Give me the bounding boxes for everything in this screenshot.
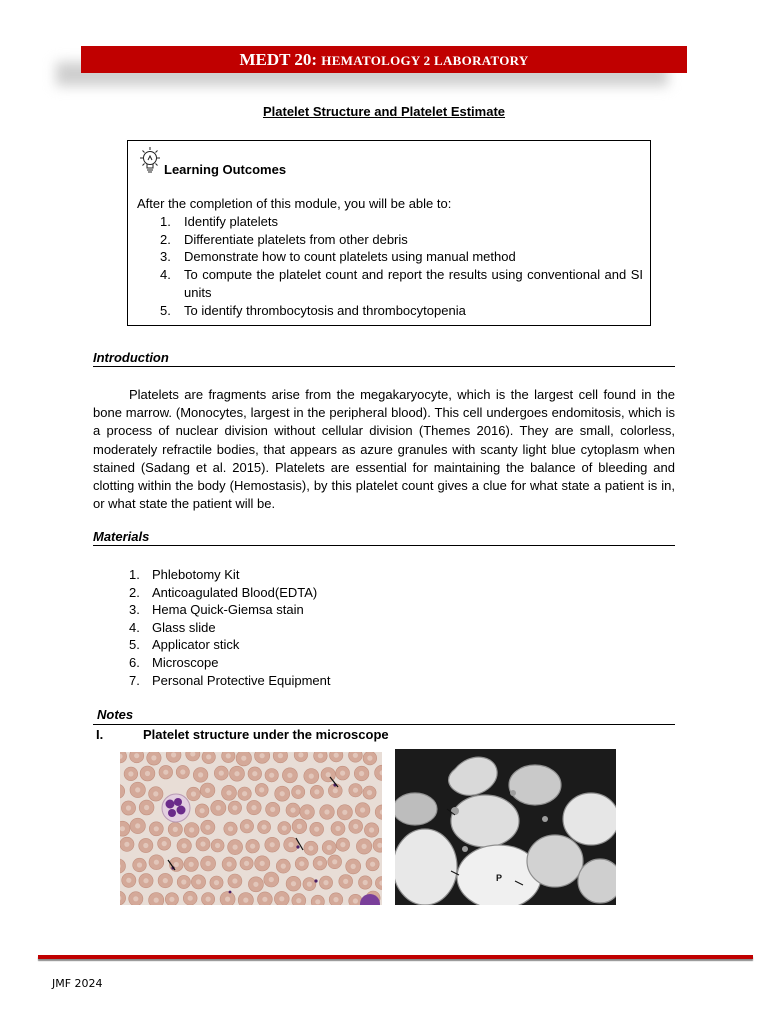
central-pallor xyxy=(200,808,205,813)
central-pallor xyxy=(270,807,275,812)
central-pallor xyxy=(128,771,133,776)
central-pallor xyxy=(163,770,168,775)
central-pallor xyxy=(288,842,293,847)
introduction-paragraph: Platelets are fragments arise from the megakaryocyte, which is the largest cell found in the bone marrow. (Monocytes, largest in the peripheral blood). This cell undergoes endomitosis, which is a process of nuclear division without cellular division (Themes 2016). They are small, colorless, moderately refractile bodies, that appears as azure granules with scanty light blue cytoplasm when stained (Sadang et al. 2015). Platelets are essential for maintaining the balance of bleeding and clotting within the body (Hemostasis), by this platelet count gives a clue for what state a patient is in, or what state the patient will be. xyxy=(93,387,675,512)
notes-heading: Notes xyxy=(97,707,134,722)
list-number: 7. xyxy=(129,672,140,688)
central-pallor xyxy=(216,805,221,810)
list-text: Phlebotomy Kit xyxy=(152,567,240,582)
central-pallor xyxy=(327,845,332,850)
introduction-heading: Introduction xyxy=(93,350,675,367)
list-item xyxy=(137,248,643,266)
section-number: I. xyxy=(96,727,104,742)
central-pallor xyxy=(259,787,264,792)
central-pallor xyxy=(333,897,338,902)
central-pallor xyxy=(299,861,304,866)
list-item xyxy=(93,654,330,672)
central-pallor xyxy=(244,861,249,866)
central-pallor xyxy=(262,897,267,902)
central-pallor xyxy=(253,882,258,887)
list-item xyxy=(93,566,330,584)
central-pallor xyxy=(353,824,358,829)
central-pallor xyxy=(307,882,312,887)
central-pallor xyxy=(135,787,140,792)
list-number: 4. xyxy=(160,267,171,283)
central-pallor xyxy=(144,805,149,810)
central-pallor xyxy=(134,753,139,758)
list-text: Microscope xyxy=(152,654,219,670)
footer-rule xyxy=(38,955,753,959)
central-pallor xyxy=(262,825,267,830)
central-pallor xyxy=(244,824,249,829)
learning-outcomes-box xyxy=(127,140,651,326)
central-pallor xyxy=(343,879,348,884)
central-pallor xyxy=(219,771,224,776)
central-pallor xyxy=(314,789,319,794)
central-pallor xyxy=(162,841,167,846)
central-pallor xyxy=(363,880,368,885)
list-item xyxy=(93,619,330,637)
section-title: Platelet structure under the microscope xyxy=(143,727,389,742)
list-number: 1. xyxy=(129,567,140,582)
central-pallor xyxy=(278,753,283,758)
central-pallor xyxy=(317,861,322,866)
central-pallor xyxy=(171,752,176,757)
central-pallor xyxy=(200,841,205,846)
central-pallor xyxy=(351,864,356,869)
sem-label: P xyxy=(496,873,503,883)
central-pallor xyxy=(252,771,257,776)
central-pallor xyxy=(297,824,302,829)
list-text: Applicator stick xyxy=(152,637,240,653)
central-pallor xyxy=(215,843,220,848)
central-pallor xyxy=(287,773,292,778)
central-pallor xyxy=(291,881,296,886)
central-pallor xyxy=(260,753,265,758)
central-pallor xyxy=(314,827,319,832)
list-number: 1. xyxy=(160,214,171,229)
lightbulb-icon xyxy=(137,146,163,176)
list-number: 3. xyxy=(160,249,171,265)
central-pallor xyxy=(309,774,314,779)
central-pallor xyxy=(182,843,187,848)
central-pallor xyxy=(206,897,211,902)
central-pallor xyxy=(143,878,148,883)
learning-outcomes-intro: After the completion of this module, you will be able to: xyxy=(137,196,452,211)
central-pallor xyxy=(333,788,338,793)
central-pallor xyxy=(370,862,375,867)
central-pallor xyxy=(290,808,295,813)
central-pallor xyxy=(269,773,274,778)
central-pallor xyxy=(250,844,255,849)
central-pallor xyxy=(143,843,148,848)
list-text: Differentiate platelets from other debris xyxy=(184,231,408,247)
list-number: 4. xyxy=(129,619,140,635)
central-pallor xyxy=(281,864,286,869)
central-pallor xyxy=(282,826,287,831)
central-pallor xyxy=(243,898,248,903)
central-pallor xyxy=(353,898,358,903)
document-title: Platelet Structure and Platelet Estimate xyxy=(262,104,506,119)
central-pallor xyxy=(126,878,131,883)
list-number: 3. xyxy=(129,602,140,618)
central-pallor xyxy=(154,860,159,865)
materials-heading: Materials xyxy=(93,529,675,546)
central-pallor xyxy=(198,772,203,777)
central-pallor xyxy=(353,788,358,793)
central-pallor xyxy=(173,827,178,832)
list-item xyxy=(93,601,330,619)
list-text: Hema Quick-Giemsa stain xyxy=(152,602,304,618)
list-item xyxy=(93,672,330,690)
central-pallor xyxy=(308,846,313,851)
central-pallor xyxy=(234,771,239,776)
central-pallor xyxy=(335,826,340,831)
central-pallor xyxy=(188,896,193,901)
central-pallor xyxy=(359,771,364,776)
list-text: Personal Protective Equipment xyxy=(152,672,331,688)
central-pallor xyxy=(318,753,323,758)
central-pallor xyxy=(251,805,256,810)
list-item xyxy=(137,266,643,301)
central-pallor xyxy=(163,878,168,883)
central-pallor xyxy=(326,772,331,777)
central-pallor xyxy=(324,809,329,814)
central-pallor xyxy=(154,898,159,903)
central-pallor xyxy=(228,826,233,831)
central-pallor xyxy=(233,845,238,850)
central-pallor xyxy=(214,880,219,885)
central-pallor xyxy=(340,842,345,847)
central-pallor xyxy=(206,861,211,866)
learning-outcomes-list xyxy=(137,213,643,319)
list-number: 2. xyxy=(129,584,140,600)
learning-outcomes-title: Learning Outcomes xyxy=(164,162,287,177)
central-pallor xyxy=(153,791,158,796)
central-pallor xyxy=(332,859,337,864)
list-item xyxy=(93,584,330,602)
central-pallor xyxy=(353,753,358,758)
central-pallor xyxy=(270,842,275,847)
course-code: MEDT 20: xyxy=(239,50,318,69)
list-number: 6. xyxy=(129,654,140,670)
central-pallor xyxy=(269,877,274,882)
central-pallor xyxy=(205,788,210,793)
central-pallor xyxy=(191,791,196,796)
list-item xyxy=(137,213,643,231)
list-item xyxy=(137,231,643,249)
central-pallor xyxy=(362,844,367,849)
central-pallor xyxy=(126,805,131,810)
central-pallor xyxy=(124,842,129,847)
footer-text: JMF 2024 xyxy=(52,977,103,990)
central-pallor xyxy=(189,827,194,832)
central-pallor xyxy=(296,898,301,903)
list-item xyxy=(137,302,643,320)
central-pallor xyxy=(323,880,328,885)
central-pallor xyxy=(298,752,303,757)
central-pallor xyxy=(241,756,246,761)
central-pallor xyxy=(137,862,142,867)
central-pallor xyxy=(226,753,231,758)
central-pallor xyxy=(340,771,345,776)
central-pallor xyxy=(225,897,230,902)
central-pallor xyxy=(174,862,179,867)
list-text: Demonstrate how to count platelets using manual method xyxy=(184,249,516,265)
central-pallor xyxy=(181,879,186,884)
central-pallor xyxy=(145,771,150,776)
blood-smear-image xyxy=(120,752,382,905)
central-pallor xyxy=(169,897,174,902)
central-pallor xyxy=(305,809,310,814)
central-pallor xyxy=(180,769,185,774)
sem-platelet-image xyxy=(395,749,616,905)
course-header xyxy=(81,46,687,73)
list-item xyxy=(93,636,330,654)
central-pallor xyxy=(227,862,232,867)
notes-divider xyxy=(93,724,675,725)
central-pallor xyxy=(133,896,138,901)
central-pallor xyxy=(296,789,301,794)
list-text: Identify platelets xyxy=(184,214,278,229)
central-pallor xyxy=(242,791,247,796)
list-text: To compute the platelet count and report the results using conventional and SI units xyxy=(184,267,643,300)
list-text: Glass slide xyxy=(152,619,216,635)
central-pallor xyxy=(369,827,374,832)
central-pallor xyxy=(334,753,339,758)
neutrophil xyxy=(162,794,190,822)
central-pallor xyxy=(135,823,140,828)
course-title: HEMATOLOGY 2 LABORATORY xyxy=(321,53,529,68)
central-pallor xyxy=(360,807,365,812)
list-number: 5. xyxy=(129,637,140,653)
list-number: 2. xyxy=(160,231,171,247)
list-number: 5. xyxy=(160,302,171,318)
list-text: To identify thrombocytosis and thrombocytopenia xyxy=(184,302,466,318)
materials-list xyxy=(93,566,330,689)
central-pallor xyxy=(151,755,156,760)
central-pallor xyxy=(279,896,284,901)
list-text: Anticoagulated Blood(EDTA) xyxy=(152,584,318,600)
central-pallor xyxy=(206,754,211,759)
central-pallor xyxy=(280,791,285,796)
central-pallor xyxy=(120,826,125,831)
central-pallor xyxy=(315,899,320,904)
central-pallor xyxy=(154,826,159,831)
central-pallor xyxy=(196,879,201,884)
central-pallor xyxy=(367,756,372,761)
central-pallor xyxy=(260,861,265,866)
central-pallor xyxy=(367,790,372,795)
central-pallor xyxy=(189,862,194,867)
central-pallor xyxy=(205,825,210,830)
central-pallor xyxy=(232,878,237,883)
central-pallor xyxy=(226,790,231,795)
central-pallor xyxy=(232,805,237,810)
central-pallor xyxy=(342,810,347,815)
